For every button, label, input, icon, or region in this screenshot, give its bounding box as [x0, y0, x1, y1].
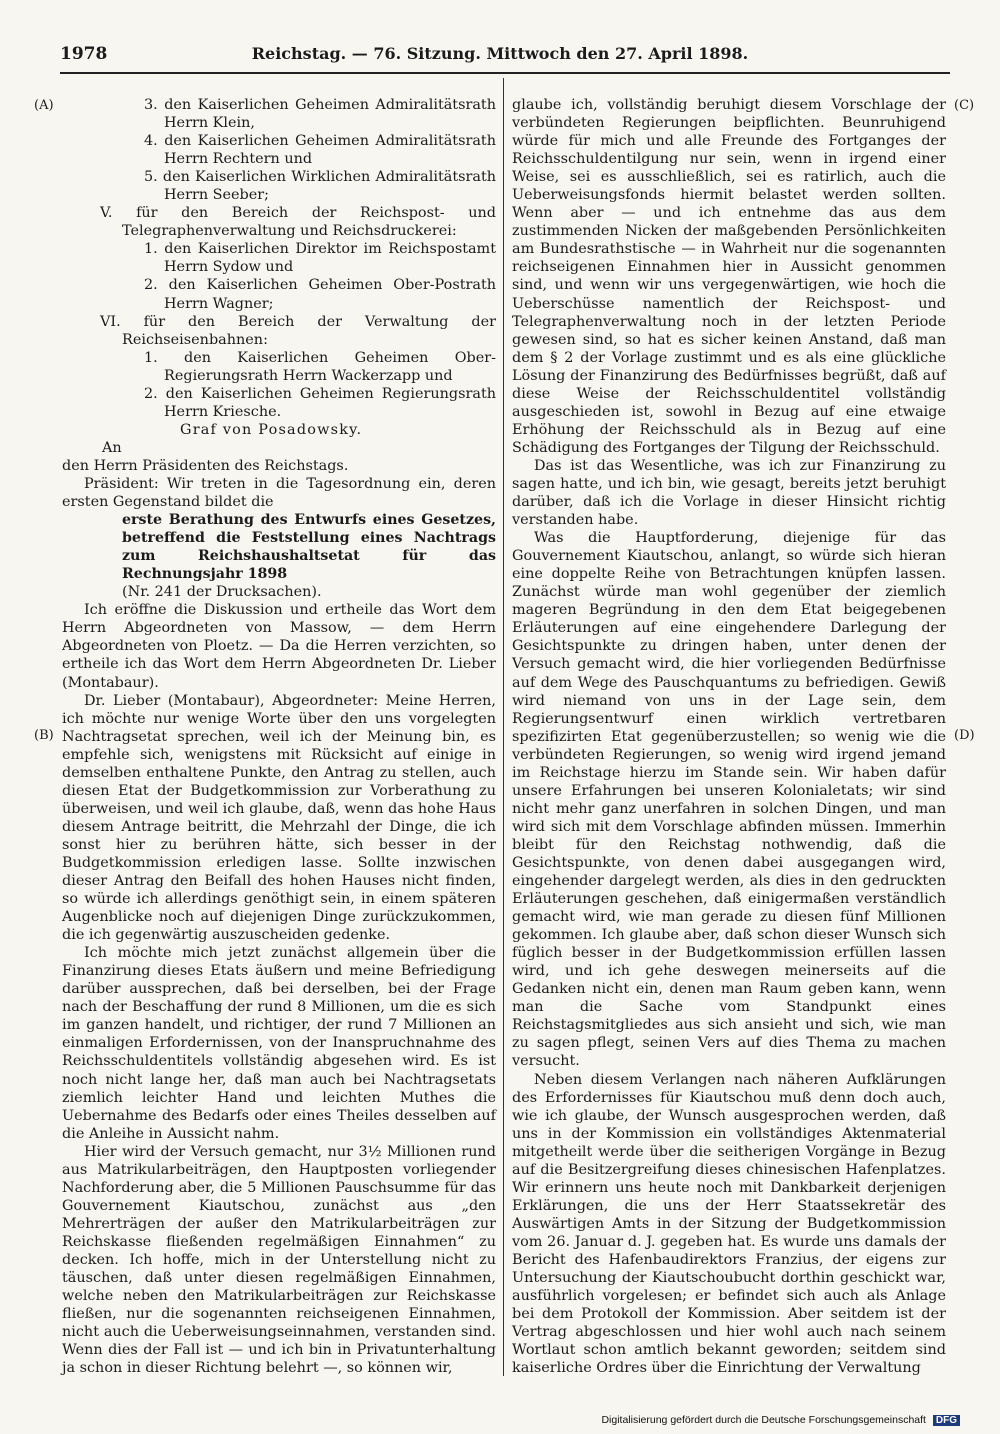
footer-credit [601, 1414, 960, 1426]
address-to: An [102, 439, 122, 456]
right-column [512, 96, 946, 1377]
list-item: 2. den Kaiserlichen Geheimen Ober-Postrath Herrn Wagner; [144, 277, 496, 312]
column-divider [503, 78, 504, 1376]
margin-marker-a: (A) [34, 98, 54, 113]
agenda-item-reference: (Nr. 241 der Drucksachen). [122, 584, 322, 601]
paragraph: Dr. Lieber (Montabaur), Abgeordneter: Meine Herren, ich möchte nur wenige Worte über den uns vorgelegten Nachtragsetat sprechen, weil ich der Meinung bin, es empfehle sich, wenigstens mit Rücksicht auf einige in demselben enthaltene Punkte, den Antrag zu stellen, auch diesen Etat der Budgetkommission zur Vorberathung zu überweisen, und weil ich glaube, daß, wenn das hohe Haus diesem Antrage beitritt, die Mehrzahl der Dinge, die ich sonst hier zu berühren hätte, sich besser in der Budgetkommission erledigen lasse. Sollte inzwischen dieser Antrag den Beifall des hohen Hauses nicht finden, so würde ich allerdings genöthigt sein, in einem späteren Augenblicke noch auf diejenigen Dinge zurückzukommen, die ich gegenwärtig auszuscheiden gedenke. [62, 692, 496, 944]
paragraph: Präsident: Wir treten in die Tagesordnung ein, deren ersten Gegenstand bildet die [62, 475, 496, 511]
paragraph: Was die Hauptforderung, diejenige für das Gouvernement Kiautschou, anlangt, so würde sich hieran eine doppelte Reihe von Betrachtungen knüpfen lassen. Zunächst würde man wohl gegenüber der ziemlich mageren Begründung in den dem Etat beigegebenen Erläuterungen auf eine eingehendere Darlegung der Gesichtspunkte zu dringen haben, unter denen der Versuch gemacht wird, die hier vorliegenden Bedürfnisse auf dem Wege des Pauschquantums zu befriedigen. Gewiß wird niemand von uns in der Lage sein, dem Regierungsentwurf einen wirklich vertretbaren spezifizirten Etat gegenüberzustellen; so wenig wie die verbündeten Regierungen, so wenig wird irgend jemand im Reichstage hierzu im Stande sein. Wir haben dafür unsere Erfahrungen bei unseren Kolonialetats; wir sind nicht mehr ganz unerfahren in solchen Dingen, und man wird sich mit dem Vorschlage abfinden müssen. Immerhin bleibt für den Reichstag nothwendig, daß die Gesichtspunkte, von denen dabei ausgegangen wird, eingehender dargelegt werden, als dies in den gedruckten Erläuterungen geschehen, daß einigermaßen verständlich gemacht wird, wie man gerade zu diesen fünf Millionen gekommen. Ich glaube aber, daß schon dieser Wunsch sich füglich besser in der Budgetkommission erfüllen lassen wird, und ich gehe deswegen meinerseits auf die Gedanken nicht ein, denen man Raum geben kann, wenn man die Sache vom Standpunkt eines Reichstagsmitgliedes aus sich ansieht und sich, wie man zu sagen pflegt, seinen Vers auf dies Thema zu machen versucht. [512, 530, 946, 1070]
page-header [60, 44, 950, 72]
list-item: 2. den Kaiserlichen Geheimen Regierungsrath Herrn Kriesche. [144, 385, 496, 420]
list-item: 5. den Kaiserlichen Wirklichen Admiralitätsrath Herrn Seeber; [144, 169, 496, 204]
footer-credit-text: Digitalisierung gefördert durch die Deutsche Forschungsgemeinschaft [601, 1414, 926, 1426]
list-item: 4. den Kaiserlichen Geheimen Admiralitätsrath Herrn Rechtern und [144, 133, 496, 168]
margin-marker-d: (D) [954, 728, 975, 743]
paragraph: Hier wird der Versuch gemacht, nur 3½ Millionen rund aus Matrikularbeiträgen, den Hauptposten vorliegender Nachforderung aber, die 5 Millionen Pauschsumme für das Gouvernement Kiautschou, zunächst aus „den Mehrerträgen der außer den Matrikularbeiträgen zur Reichskasse fließenden regelmäßigen Einnahmen“ zu decken. Ich hoffe, mich in der Unterstellung nicht zu täuschen, daß unter diesen regelmäßigen Einnahmen, welche neben den Matrikularbeiträgen zur Reichskasse fließen, nur die sogenannten reichseigenen Einnahmen, nicht auch die Ueberweisungseinnahmen, verstanden sind. Wenn dies der Fall ist — und ich bin in Privatunterhaltung ja schon in dieser Richtung belehrt —, so können wir, [62, 1143, 496, 1377]
signature: Graf von Posadowsky. [180, 421, 363, 438]
left-column [62, 96, 496, 1377]
list-item: V. für den Bereich der Reichspost- und Telegraphenverwaltung und Reichsdruckerei: [100, 205, 496, 240]
paragraph: Ich möchte mich jetzt zunächst allgemein über die Finanzirung dieses Etats äußern und meine Befriedigung darüber aussprechen, daß bei derselben, bei der Frage nach der Beschaffung der rund 8 Millionen, um die es sich im ganzen handelt, und richtiger, der rund 7 Millionen an einmaligen Erfordernissen, von der Inanspruchnahme des Reichsschuldentitels vollständig abgesehen wird. Es ist noch nicht lange her, daß man auch bei Nachtragsetats ziemlich leichter Hand und leichten Muthes die Uebernahme des Bedarfs oder eines Theiles desselben auf die Anleihe in Aussicht nahm. [62, 945, 496, 1142]
list-item: 1. den Kaiserlichen Geheimen Ober-Regierungsrath Herrn Wackerzapp und [144, 349, 496, 384]
paragraph: Das ist das Wesentliche, was ich zur Finanzirung zu sagen hatte, und ich bin, wie gesagt, bereits jetzt beruhigt darüber, daß ich die Vorlage in dieser Hinsicht richtig verstanden habe. [512, 457, 946, 529]
running-title: Reichstag. — 76. Sitzung. Mittwoch den 27. April 1898. [251, 44, 749, 63]
paragraph: Neben diesem Verlangen nach näheren Aufklärungen des Erfordernisses für Kiautschou muß denn doch auch, wie ich glaube, der Wunsch ausgesprochen werden, daß uns in der Kommission ein vollständiges Aktenmaterial mitgetheilt werde über die seitherigen Vorgänge in Bezug auf die Besitzergreifung dieses chinesischen Hafenplatzes. Wir erinnern uns heute noch mit Dankbarkeit derjenigen Erklärungen, die uns der Herr Staatssekretär des Auswärtigen Amts in der Sitzung der Budgetkommission vom 26. Januar d. J. gegeben hat. Es wurde uns damals der Bericht des Hafenbaudirektors Franzius, der eigens zur Untersuchung der Kiautschoubucht dorthin geschickt war, ausführlich vorgelesen; er befindet sich auch als Anlage bei dem Protokoll der Kommission. Aber seitdem ist der Vertrag abgeschlossen und hier wohl auch nach seinem Wortlaut schon amtlich bekannt geworden; seitdem sind kaiserliche Ordres über die Einrichtung der Verwaltung [512, 1071, 946, 1377]
list-item: VI. für den Bereich der Verwaltung der Reichseisenbahnen: [100, 313, 496, 348]
margin-marker-b: (B) [34, 728, 54, 743]
paragraph: Ich eröffne die Diskussion und ertheile das Wort dem Herrn Abgeordneten von Massow, — dem Herrn Abgeordneten von Ploetz. — Da die Herren verzichten, so ertheile ich das Wort dem Herrn Abgeordneten Dr. Lieber (Montabaur). [62, 602, 496, 691]
dfg-logo: DFG [933, 1415, 960, 1426]
address-recipient: den Herrn Präsidenten des Reichstags. [62, 457, 349, 474]
list-item: 3. den Kaiserlichen Geheimen Admiralitätsrath Herrn Klein, [144, 97, 496, 132]
margin-marker-c: (C) [954, 98, 975, 113]
paragraph: glaube ich, vollständig beruhigt diesem Vorschlage der verbündeten Regierungen beipflichten. Beunruhigend würde für mich und alle Freunde des Fortganges der Reichsschuldentilgung nur sein, wenn in irgend einer Weise, sei es ausschließlich, sei es ratirlich, auch die Ueberweisungsfonds hiermit belastet werden sollten. Wenn aber — und ich entnehme das aus dem zustimmenden Nicken der maßgebenden Persönlichkeiten am Bundesrathstische — in Wahrheit nur die sogenannten reichseigenen Einnahmen hier in Aussicht genommen sind, und wenn wir uns vergegenwärtigen, wie hoch die Ueberschüsse namentlich der Reichspost- und Telegraphenverwaltung noch in der letzten Periode gewesen sind, so hat es sicher keinen Anstand, daß man dem § 2 der Vorlage zustimmt und es als eine glückliche Lösung der Finanzirung des Bedürfnisses begrüßt, daß auf diese Weise der Reichsschuldentitel vollständig ausgeschieden ist, sowohl in Bezug auf eine etwaige Erhöhung der Reichsschuld als in Bezug auf eine Schädigung des Fortganges der Tilgung der Reichsschuld. [512, 97, 946, 456]
agenda-item-title: erste Berathung des Entwurfs eines Gesetzes, betreffend die Feststellung eines Nachtrags zum Reichshaushaltsetat für das Rechnungsjahr 1898 [122, 512, 496, 583]
list-item: 1. den Kaiserlichen Direktor im Reichspostamt Herrn Sydow und [144, 241, 496, 276]
page-number: 1978 [60, 44, 108, 64]
header-rule [60, 72, 950, 74]
